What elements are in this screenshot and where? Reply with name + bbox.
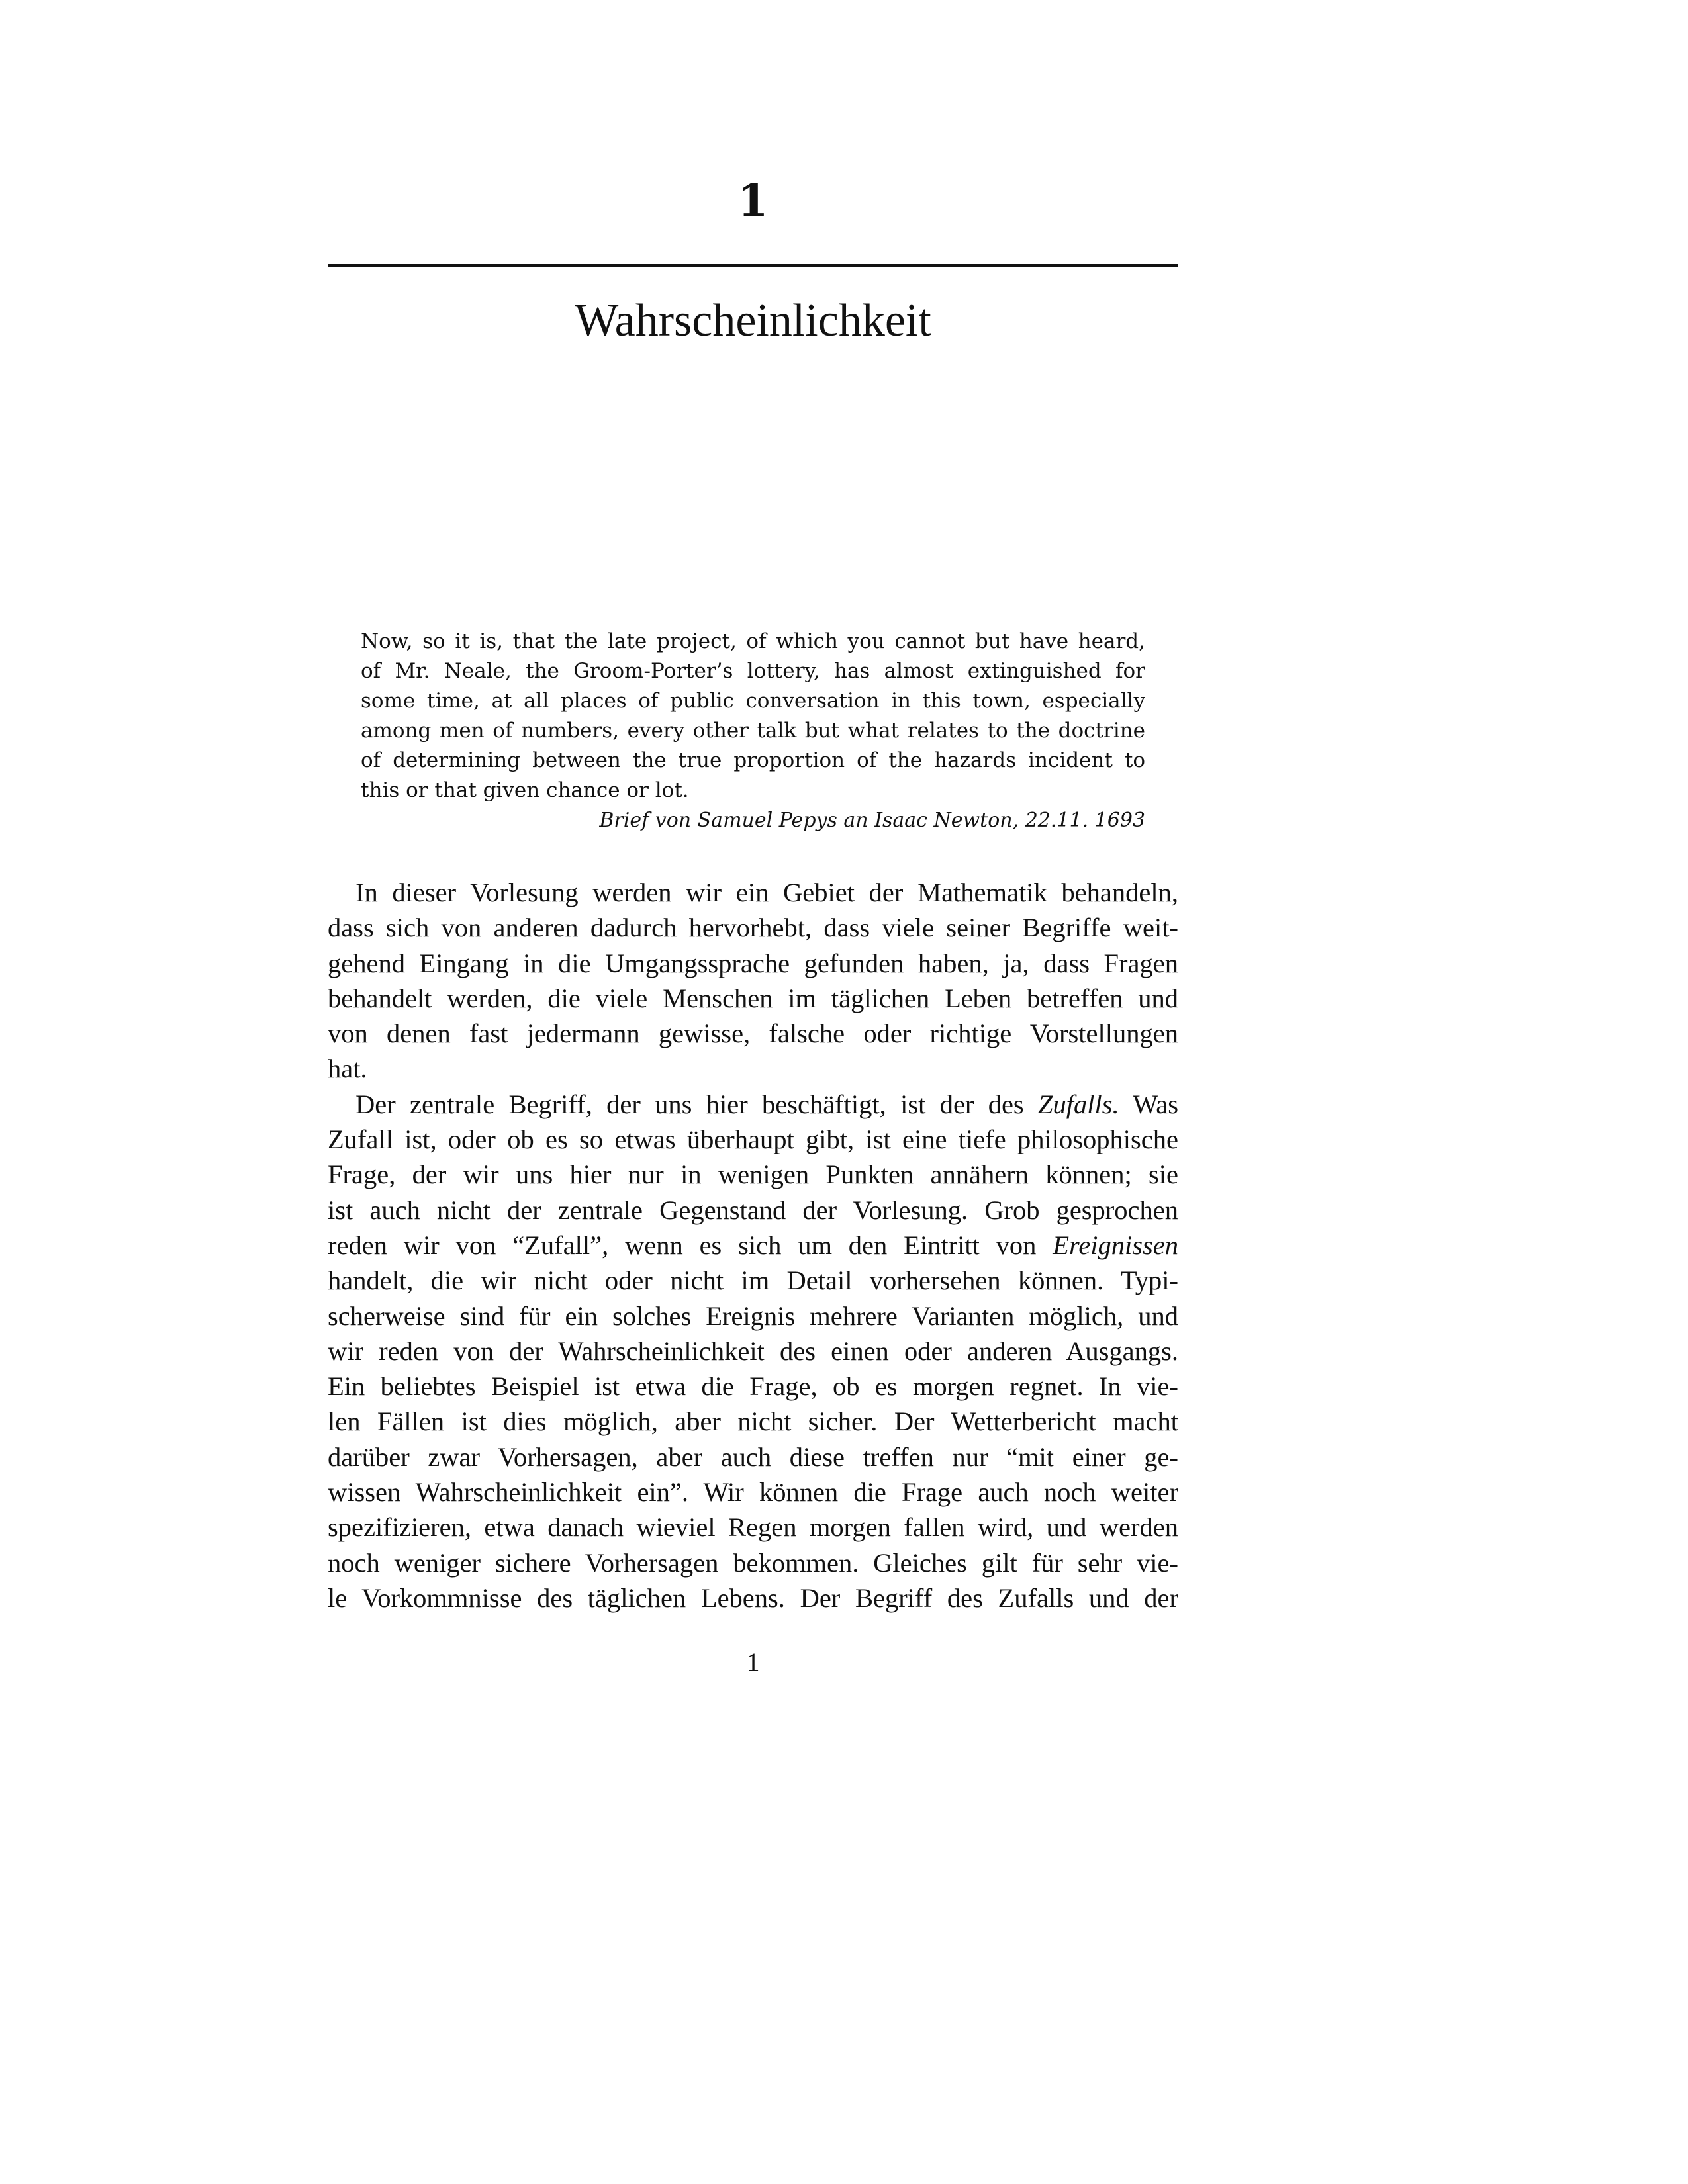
epigraph-line: of Mr. Neale, the Groom-Porter’s lottery, has almost extinguished for — [361, 659, 1145, 683]
text-line: darüber zwar Vorhersagen, aber auch diese treffen nur “mit einer ge- — [328, 1441, 1178, 1472]
text-line: Ein beliebtes Beispiel ist etwa die Frage, ob es morgen regnet. In vie- — [328, 1371, 1178, 1402]
chapter-title: Wahrscheinlichkeit — [575, 295, 931, 346]
text-line: dass sich von anderen dadurch hervorhebt, dass viele seiner Begriffe weit- — [328, 913, 1178, 943]
text-span: Was — [1119, 1089, 1178, 1119]
text-span: Der zentrale Begriff, der uns hier beschäftigt, ist der des — [355, 1089, 1039, 1119]
emphasis-zufalls: Zufalls. — [1038, 1089, 1119, 1119]
epigraph — [361, 627, 1145, 835]
epigraph-line: some time, at all places of public conversation in this town, especially — [361, 689, 1145, 713]
epigraph-line: of determining between the true proportion of the hazards incident to — [361, 749, 1145, 772]
text-line: wir reden von der Wahrscheinlichkeit des einen oder anderen Ausgangs. — [328, 1336, 1178, 1366]
paragraph-1 — [328, 875, 1178, 1087]
text-line: Frage, der wir uns hier nur in wenigen Punkten annähern können; sie — [328, 1160, 1178, 1190]
text-line: hat. — [328, 1054, 367, 1084]
chapter-number: 1 — [737, 175, 769, 226]
text-line: len Fällen ist dies möglich, aber nicht sicher. Der Wetterbericht macht — [328, 1406, 1178, 1437]
text-line: von denen fast jedermann gewisse, falsche oder richtige Vorstellungen — [328, 1019, 1178, 1049]
text-line: In dieser Vorlesung werden wir ein Gebiet der Mathematik behandeln, — [355, 878, 1178, 907]
text-span: reden wir von “Zufall”, wenn es sich um den Eintritt von — [328, 1230, 1053, 1260]
emphasis-ereignissen: Ereignissen — [1053, 1230, 1178, 1260]
text-line: Zufall ist, oder ob es so etwas überhaupt gibt, ist eine tiefe philosophische — [328, 1124, 1178, 1155]
text-line: wissen Wahrscheinlichkeit ein”. Wir können die Frage auch noch weiter — [328, 1477, 1178, 1508]
chapter-rule — [328, 264, 1178, 267]
text-line: gehend Eingang in die Umgangssprache gefunden haben, ja, dass Fragen — [328, 948, 1178, 978]
text-line — [328, 1228, 1178, 1263]
text-line: ist auch nicht der zentrale Gegenstand der Vorlesung. Grob gesprochen — [328, 1195, 1178, 1225]
page-number: 1 — [746, 1647, 760, 1677]
text-line: spezifizieren, etwa danach wieviel Regen morgen fallen wird, und werden — [328, 1512, 1178, 1543]
text-line: scherweise sind für ein solches Ereignis mehrere Varianten möglich, und — [328, 1300, 1178, 1331]
epigraph-line: Now, so it is, that the late project, of which you cannot but have heard, — [361, 629, 1145, 653]
text-line: le Vorkommnisse des täglichen Lebens. Der Begriff des Zufalls und der — [328, 1582, 1178, 1613]
epigraph-line: among men of numbers, every other talk but what relates to the doctrine — [361, 719, 1145, 743]
epigraph-source: Brief von Samuel Pepys an Isaac Newton, 22.11. 1693 — [599, 809, 1145, 832]
epigraph-line: this or that given chance or lot. — [361, 778, 689, 802]
text-line — [328, 1087, 1178, 1122]
body-text — [328, 875, 1178, 1615]
text-line: noch weniger sichere Vorhersagen bekommen. Gleiches gilt für sehr vie- — [328, 1547, 1178, 1578]
text-line: behandelt werden, die viele Menschen im täglichen Leben betreffen und — [328, 983, 1178, 1013]
text-line: handelt, die wir nicht oder nicht im Detail vorhersehen können. Typi- — [328, 1265, 1178, 1296]
paragraph-2 — [328, 1087, 1178, 1615]
